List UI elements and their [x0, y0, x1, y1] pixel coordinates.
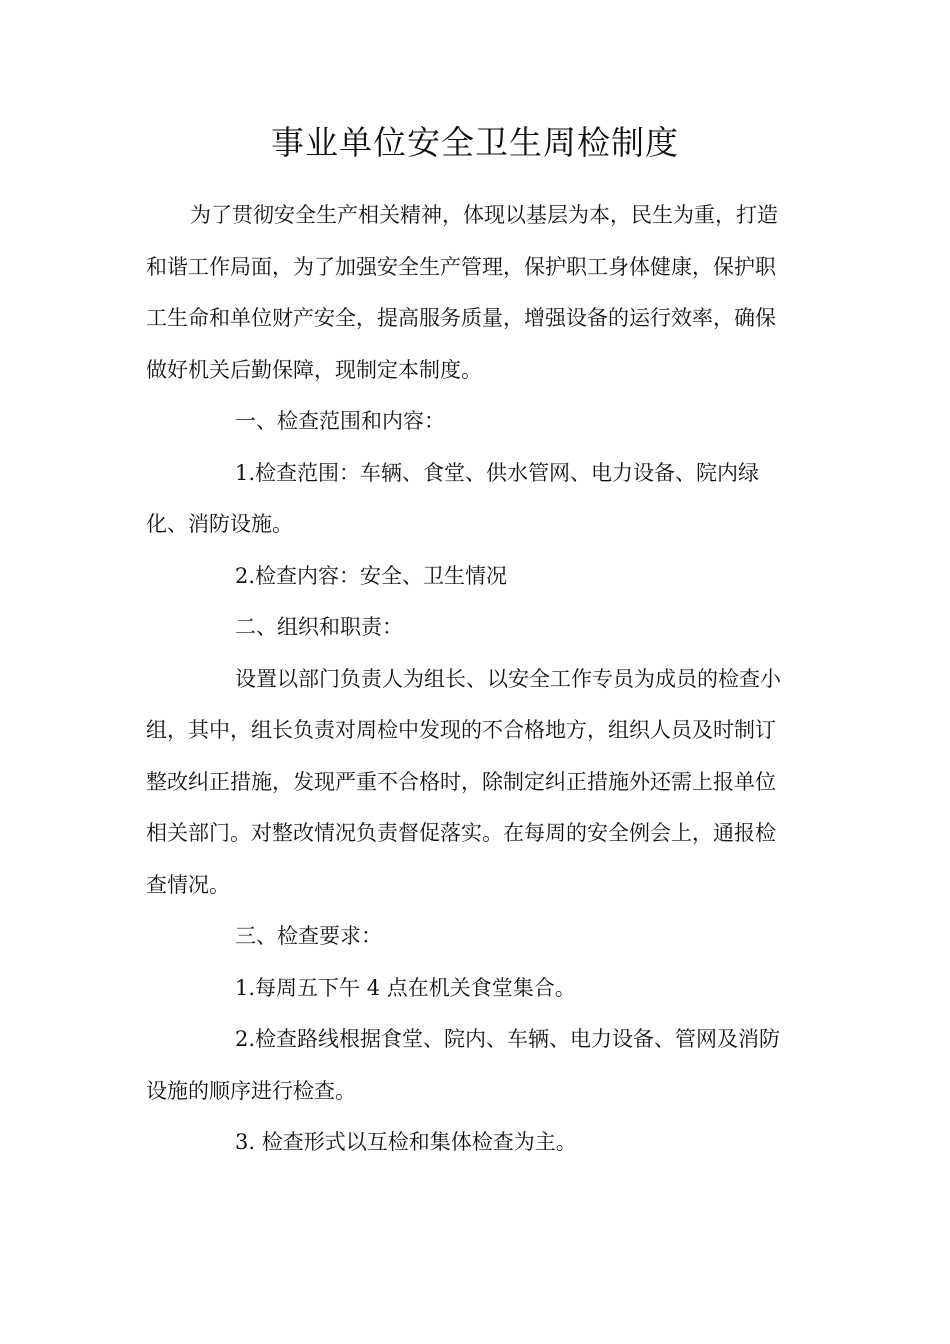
paragraph-organization: 设置以部门负责人为组长、以安全工作专员为成员的检查小组，其中，组长负责对周检中发现的不合格地方，组织人员及时制订整改纠正措施，发现严重不合格时，除制定纠正措施外还需上报单位相关部门。对整改情况负责督促落实。在每周的安全例会上，通报检查情况。: [146, 666, 781, 897]
section-heading-requirements: 三、检查要求：: [235, 924, 382, 948]
section-heading-scope: 一、检查范围和内容：: [235, 409, 445, 433]
document-body: [146, 190, 796, 1169]
section-heading-organization: 二、组织和职责：: [235, 615, 403, 639]
paragraph-requirement-1: 1.每周五下午 4 点在机关食堂集合。: [235, 975, 576, 1000]
paragraph-scope-content: 2.检查内容：安全、卫生情况: [235, 563, 508, 588]
paragraph-intro: 为了贯彻安全生产相关精神，体现以基层为本，民生为重，打造和谐工作局面，为了加强安全生产管理，保护职工身体健康，保护职工生命和单位财产安全，提高服务质量，增强设备的运行效率，确保做好机关后勤保障，现制定本制度。: [146, 203, 778, 382]
paragraph-requirement-2: 2.检查路线根据食堂、院内、车辆、电力设备、管网及消防设施的顺序进行检查。: [146, 1027, 781, 1103]
paragraph-scope-range: 1.检查范围：车辆、食堂、供水管网、电力设备、院内绿化、消防设施。: [146, 460, 760, 536]
paragraph-requirement-3: 3. 检查形式以互检和集体检查为主。: [235, 1130, 577, 1154]
document-title: 事业单位安全卫生周检制度: [271, 123, 679, 162]
